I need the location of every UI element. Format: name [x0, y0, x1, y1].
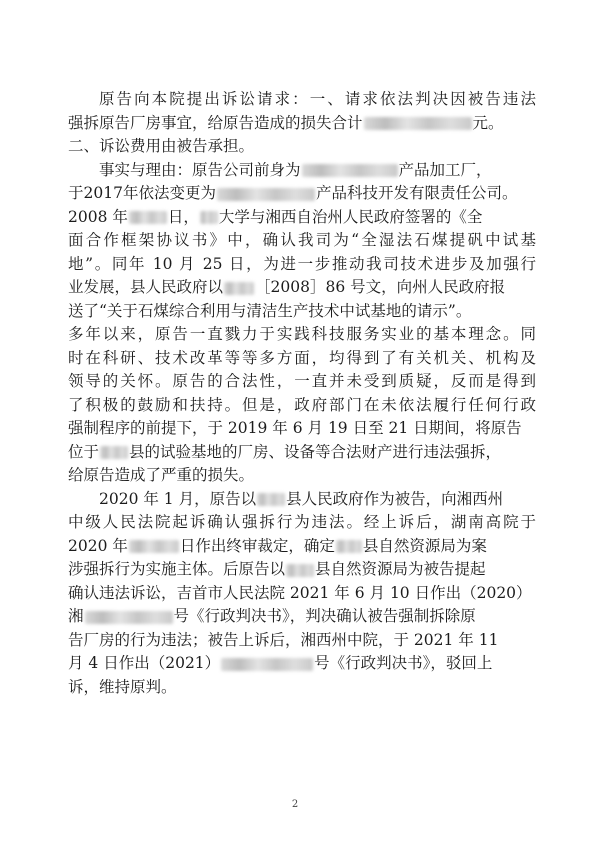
text-line: 湘 号《行政判决书》，判决确认被告强制拆除原 — [68, 607, 476, 625]
text-line: 强制程序的前提下，于 2019 年 6 月 19 日至 21 日期间，将原告 — [68, 419, 522, 437]
text-line: 业发展，县人民政府以 ［2008］86 号文，向州人民政府报 — [68, 278, 506, 296]
redacted-document-prefix — [224, 282, 254, 295]
text-line: 2020 年 日作出终审裁定，确定 县自然资源局为案 — [68, 536, 487, 555]
complaint-body-text — [68, 88, 536, 699]
text-line: 时在科研、技术改革等等多方面，均得到了有关机关、机构及 — [68, 348, 536, 367]
text-line: 中级人民法院起诉确认强拆行为违法。经上诉后，湖南高院于 — [68, 513, 536, 531]
text-line: 告厂房的行为违法；被告上诉后，湘西州中院，于 2021 年 11 — [68, 630, 499, 649]
redacted-county-name — [257, 493, 285, 506]
text-line: 给原告造成了严重的损失。 — [68, 466, 255, 484]
text-line: 二、诉讼费用由被告承担。 — [68, 137, 255, 155]
text-line: 地”。同年 10 月 25 日，为进一步推动我司技术进步及加强行 — [68, 254, 536, 273]
text-line: 涉强拆行为实施主体。后原告以 县自然资源局为被告提起 — [68, 560, 486, 578]
redacted-date — [129, 211, 167, 224]
text-line: 2020 年 1 月，原告以 县人民政府作为被告，向湘西州 — [99, 489, 504, 508]
text-line: 领导的关怀。原告的合法性，一直并未受到质疑，反而是得到 — [68, 372, 536, 390]
text-line: 诉，维持原判。 — [68, 677, 177, 696]
text-line: 事实与理由：原告公司前身为 产品加工厂， — [99, 160, 492, 179]
redacted-case-number — [221, 658, 313, 671]
redacted-university-name — [200, 211, 218, 224]
text-line: 确认违法诉讼，吉首市人民法院 2021 年 6 月 10 日作出（2020） — [68, 583, 532, 602]
redacted-company-name — [217, 188, 315, 201]
text-line: 月 4 日作出（2021） 号《行政判决书》，驳回上 — [68, 654, 493, 672]
redacted-company-name — [302, 164, 398, 177]
text-line: 于2017年依法变更为 产品科技开发有限责任公司。 — [68, 184, 518, 202]
redacted-case-number — [85, 611, 173, 624]
text-line: 多年以来，原告一直戮力于实践科技服务实业的基本理念。同 — [68, 325, 536, 343]
text-line: 面合作框架协议书》中，确认我司为“全湿法石煤提矾中试基 — [68, 231, 536, 249]
redacted-date — [129, 540, 179, 553]
redacted-county-name — [286, 564, 314, 577]
redacted-county-name — [336, 540, 362, 553]
text-line: 原告向本院提出诉讼请求：一、请求依法判决因被告违法 — [99, 90, 536, 108]
redacted-amount — [364, 117, 472, 130]
redacted-county-name — [100, 446, 128, 459]
page-number: 2 — [291, 799, 299, 810]
text-line: 2008 年 日， 大学与湘西自治州人民政府签署的《全 — [68, 207, 483, 226]
text-line: 了积极的鼓励和扶持。但是，政府部门在未依法履行任何行政 — [68, 395, 536, 414]
text-line: 强拆原告厂房事宜，给原告造成的损失合计 元。 — [68, 113, 504, 132]
text-line: 送了“关于石煤综合利用与清洁生产技术中试基地的请示”。 — [68, 301, 472, 320]
text-line: 位于 县的试验基地的厂房、设备等合法财产进行违法强拆， — [68, 442, 502, 461]
